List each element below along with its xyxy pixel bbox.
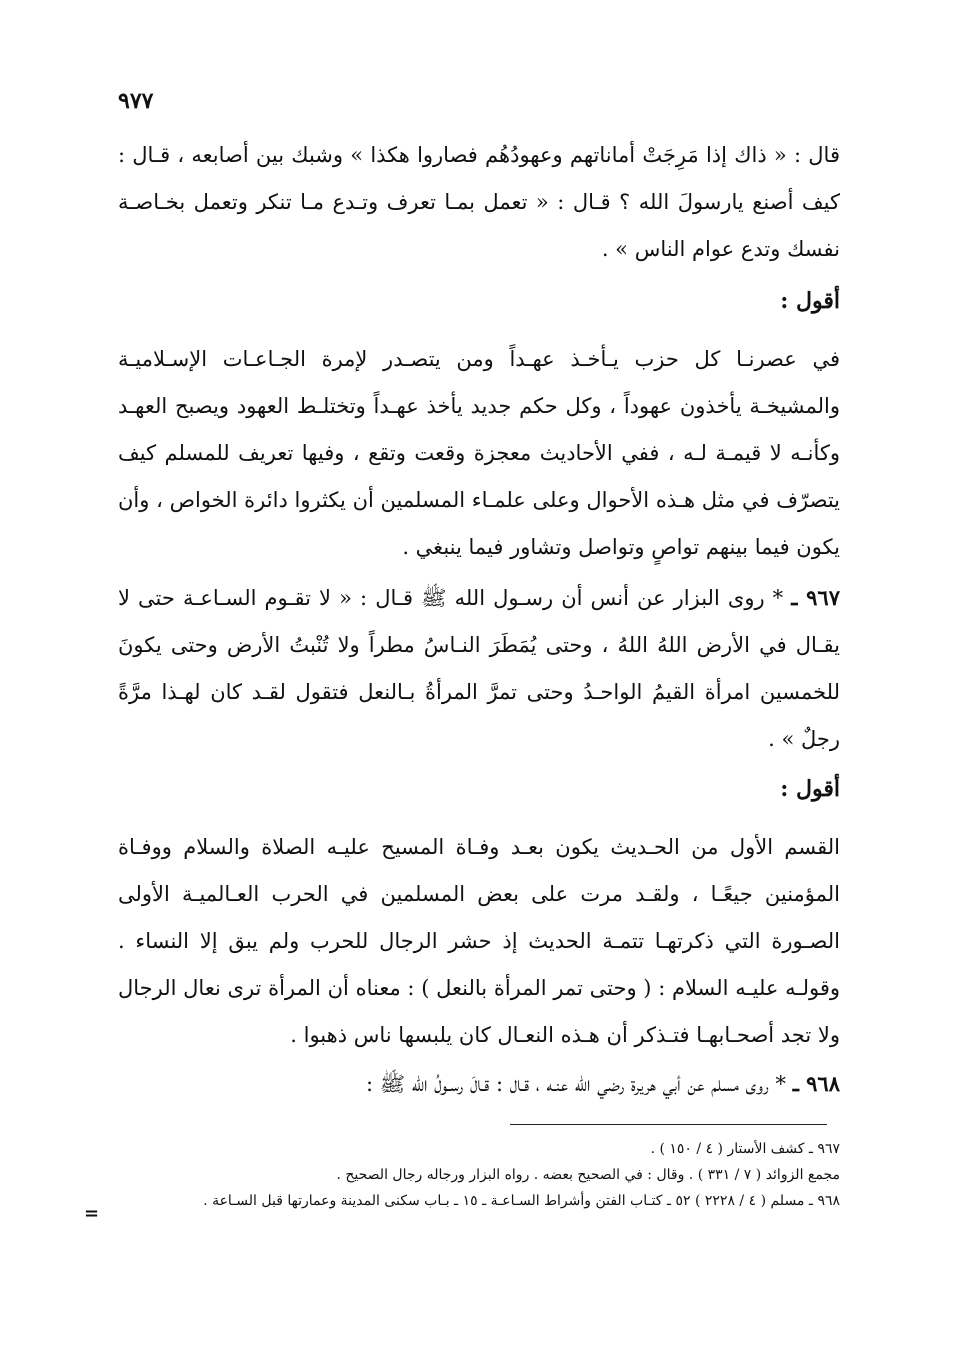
- footnote-separator: [510, 1124, 827, 1125]
- paragraph-commentary-1: في عصرنـا كل حزب يـأخـذ عهـداً ومن يتصـدر لإمرة الجـاعـات الإسـلاميـة والمشيخـة يأخذون عهوداً ، وكل حكم جديد يأخذ عهـداً وتختلـط العهود ويصبح العهـد وكأنـه لا قيمـة لـه ، ففي الأحاديث معجزة وقعت وتقع ، وفيها تعريف للمسلم كيف يتصرّف في مثل هـذه الأحوال وعلى علمـاء المسلمين أن يكثروا دائرة الخواص ، وأن يكون فيما بينهم تواصٍ وتواصل وتشاور فيما ينبغي .: [118, 347, 840, 559]
- paragraph-commentary-2: القسم الأول من الحـديث يكون بعـد وفـاة المسيح عليـه الصلاة والسلام ووفـاة المؤمنين جيعًـا ، ولقـد مرت على بعض المسلمين في الحرب العـالميـة الأولى الصـورة التي ذكرتهـا تتمـة الحديث إذ حشر الرجال للحرب ولم يبق إلا النساء . وقولـه عليـه السلام : ( وحتى تمر المرأة بالنعل ) : معناه أن المرأة ترى نعال الرجال ولا تجد أصحـابهـا فتـذكر أن هـذه النعـال كان يلبسها ناس ذهبوا .: [118, 835, 840, 1047]
- heading-aqul-1: أقول :: [780, 288, 840, 314]
- page-number: ٩٧٧: [118, 88, 154, 114]
- paragraph-hadith-968: [118, 1060, 840, 1108]
- footnotes: [150, 1136, 840, 1214]
- footnote-967-zawaid: مجمع الزوائد ( ٧ / ٣٣١ ) . وقال : في الصحيح بعضه . رواه البزار ورجاله رجال الصحيح .: [336, 1167, 840, 1183]
- hadith-text-967: * روى البزار عن أنس أن رسـول الله ﷺ قـال : « لا تقـوم السـاعـة حتى لا يقـال في الأرض اللهُ اللهُ ، وحتى يُمَطَرَ النـاسُ مطراً ولا تُنْبتُ الأرض وحتى يكونَ للخمسين امرأة القيمُ الواحـدُ وحتى تمرَّ المرأةُ بـالنعل فتقول لقـد كان لهـذا مرَّةً رجلٌ » .: [118, 586, 840, 751]
- paragraph-hadith-continuation: قال : « ذاك إذا مَرِجَتْ أماناتهم وعهودُهُم فصاروا هكذا » وشبك بين أصابعه ، قـال : كيف أصنع يارسولَ الله ؟ قـال : « تعمل بمـا تعرف وتـدع مـا تنكر وتعمل بخـاصـة نفسك وتدع عوام الناس » .: [118, 143, 840, 261]
- paragraph-hadith-967: [118, 574, 840, 763]
- hadith-number-967: ٩٦٧ ـ: [791, 585, 840, 610]
- hadith-text-968: * روى مسلم عن أبي هريرة رضي الله عنـه ، قـال : قـالَ رسـولُ الله ﷺ :: [365, 1072, 786, 1096]
- margin-mark: =: [84, 1203, 100, 1224]
- heading-aqul-2: أقول :: [780, 776, 840, 802]
- footnote-968-source: ٩٦٨ ـ مسلم ( ٤ / ٢٢٢٨ ) ٥٢ ـ كتـاب الفتن وأشراط السـاعـة ـ ١٥ ـ بـاب سكنى المدينة وعمارتها قبل السـاعة .: [203, 1193, 840, 1209]
- hadith-number-968: ٩٦٨ ـ: [792, 1071, 840, 1096]
- footnote-967-source: ٩٦٧ ـ كشف الأستار ( ٤ / ١٥٠ ) .: [650, 1141, 840, 1157]
